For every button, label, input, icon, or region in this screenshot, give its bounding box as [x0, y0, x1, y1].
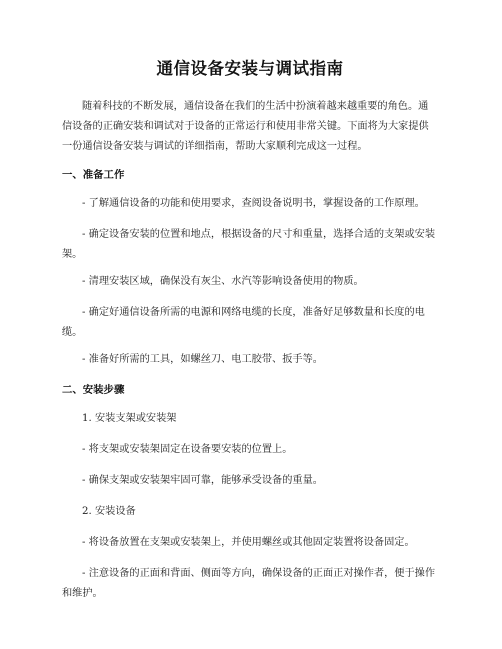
install-item-2: - 确保支架或安装架牢固可靠，能够承受设备的重量。	[82, 475, 323, 486]
install-item-1: - 将支架或安装架固定在设备要安装的位置上。	[82, 444, 293, 455]
document-title: 通信设备安装与调试指南	[156, 59, 344, 78]
prep-item-5: - 准备好所需的工具，如螺丝刀、电工胶带、扳手等。	[82, 354, 323, 365]
install-item-4: - 注意设备的正面和背面、侧面等方向，确保设备的正面正对操作者，便于操作和维护。	[62, 568, 436, 599]
prep-item-2: - 确定设备安装的位置和地点，根据设备的尺寸和重量，选择合适的支架或安装架。	[62, 229, 436, 260]
document-page	[62, 58, 438, 611]
prep-item-4: - 确定好通信设备所需的电源和网络电缆的长度，准备好足够数量和长度的电缆。	[62, 307, 425, 338]
install-step-1: 1. 安装支架或安装架	[82, 413, 177, 424]
section-heading-installation: 二、安装步骤	[62, 384, 125, 396]
intro-paragraph: 随着科技的不断发展，通信设备在我们的生活中扮演着越来越重要的角色。通信设备的正确安装和调试对于设备的正常运行和使用非常关键。下面将为大家提供一份通信设备安装与调试的详细指南，帮助大家顺利完成这一过程。	[62, 101, 429, 152]
install-step-2: 2. 安装设备	[82, 506, 136, 517]
prep-item-3: - 清理安装区域，确保没有灰尘、水汽等影响设备使用的物质。	[82, 276, 364, 287]
install-item-3: - 将设备放置在支架或安装架上，并使用螺丝或其他固定装置将设备固定。	[82, 537, 415, 548]
section-heading-preparation: 一、准备工作	[62, 169, 125, 181]
prep-item-1: - 了解通信设备的功能和使用要求，查阅设备说明书，掌握设备的工作原理。	[82, 198, 425, 209]
